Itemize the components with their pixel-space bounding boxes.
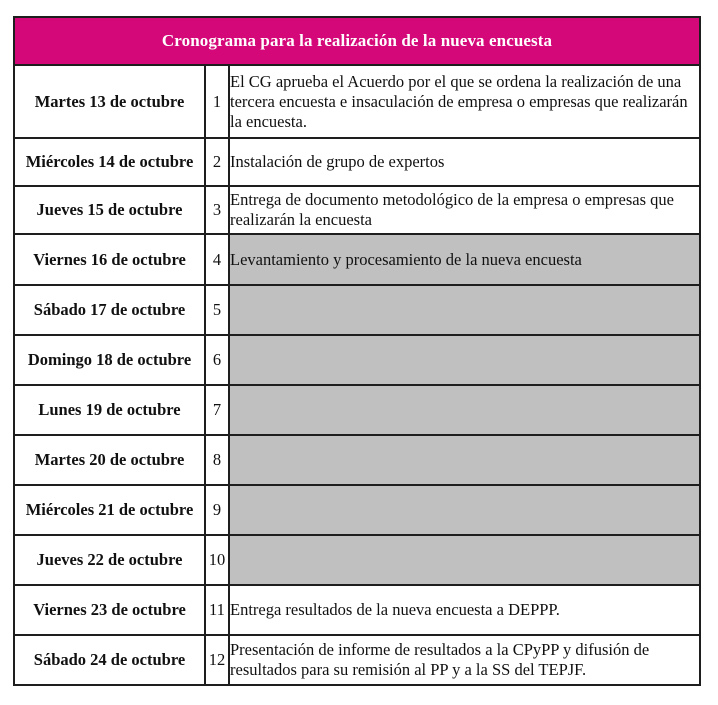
- table-row: [14, 138, 700, 186]
- date-cell: Martes 13 de octubre: [14, 65, 205, 138]
- table-row: [14, 335, 700, 385]
- date-cell: Miércoles 14 de octubre: [14, 138, 205, 186]
- table-row: [14, 385, 700, 435]
- date-cell: Martes 20 de octubre: [14, 435, 205, 485]
- step-number-cell: 10: [205, 535, 229, 585]
- step-number-cell: 12: [205, 635, 229, 685]
- step-number-cell: 3: [205, 186, 229, 234]
- step-number-cell: 8: [205, 435, 229, 485]
- date-cell: Jueves 15 de octubre: [14, 186, 205, 234]
- activity-cell: [229, 385, 700, 435]
- table-title: Cronograma para la realización de la nueva encuesta: [14, 17, 700, 65]
- activity-cell: [229, 485, 700, 535]
- date-cell: Lunes 19 de octubre: [14, 385, 205, 435]
- step-number-cell: 11: [205, 585, 229, 635]
- table-row: [14, 535, 700, 585]
- schedule-rows: [14, 65, 700, 685]
- table-row: [14, 186, 700, 234]
- date-cell: Viernes 16 de octubre: [14, 234, 205, 285]
- activity-cell: El CG aprueba el Acuerdo por el que se ordena la realización de una tercera encuesta e insaculación de empresa o empresas que realizarán la encuesta.: [229, 65, 700, 138]
- step-number-cell: 7: [205, 385, 229, 435]
- table-row: [14, 234, 700, 285]
- schedule-table: [13, 16, 701, 686]
- table-row: [14, 435, 700, 485]
- step-number-cell: 5: [205, 285, 229, 335]
- activity-cell: [229, 435, 700, 485]
- step-number-cell: 4: [205, 234, 229, 285]
- date-cell: Sábado 24 de octubre: [14, 635, 205, 685]
- table-row: [14, 585, 700, 635]
- table-row: [14, 285, 700, 335]
- activity-cell: [229, 335, 700, 385]
- activity-cell: Presentación de informe de resultados a la CPyPP y difusión de resultados para su remisión al PP y a la SS del TEPJF.: [229, 635, 700, 685]
- date-cell: Miércoles 21 de octubre: [14, 485, 205, 535]
- activity-cell: Entrega de documento metodológico de la empresa o empresas que realizarán la encuesta: [229, 186, 700, 234]
- date-cell: Jueves 22 de octubre: [14, 535, 205, 585]
- step-number-cell: 6: [205, 335, 229, 385]
- table-row: [14, 485, 700, 535]
- date-cell: Domingo 18 de octubre: [14, 335, 205, 385]
- step-number-cell: 9: [205, 485, 229, 535]
- table-row: [14, 635, 700, 685]
- activity-cell: [229, 285, 700, 335]
- activity-cell: Instalación de grupo de expertos: [229, 138, 700, 186]
- step-number-cell: 1: [205, 65, 229, 138]
- table-row: [14, 65, 700, 138]
- date-cell: Sábado 17 de octubre: [14, 285, 205, 335]
- activity-cell: [229, 535, 700, 585]
- activity-cell: Levantamiento y procesamiento de la nueva encuesta: [229, 234, 700, 285]
- step-number-cell: 2: [205, 138, 229, 186]
- activity-cell: Entrega resultados de la nueva encuesta a DEPPP.: [229, 585, 700, 635]
- date-cell: Viernes 23 de octubre: [14, 585, 205, 635]
